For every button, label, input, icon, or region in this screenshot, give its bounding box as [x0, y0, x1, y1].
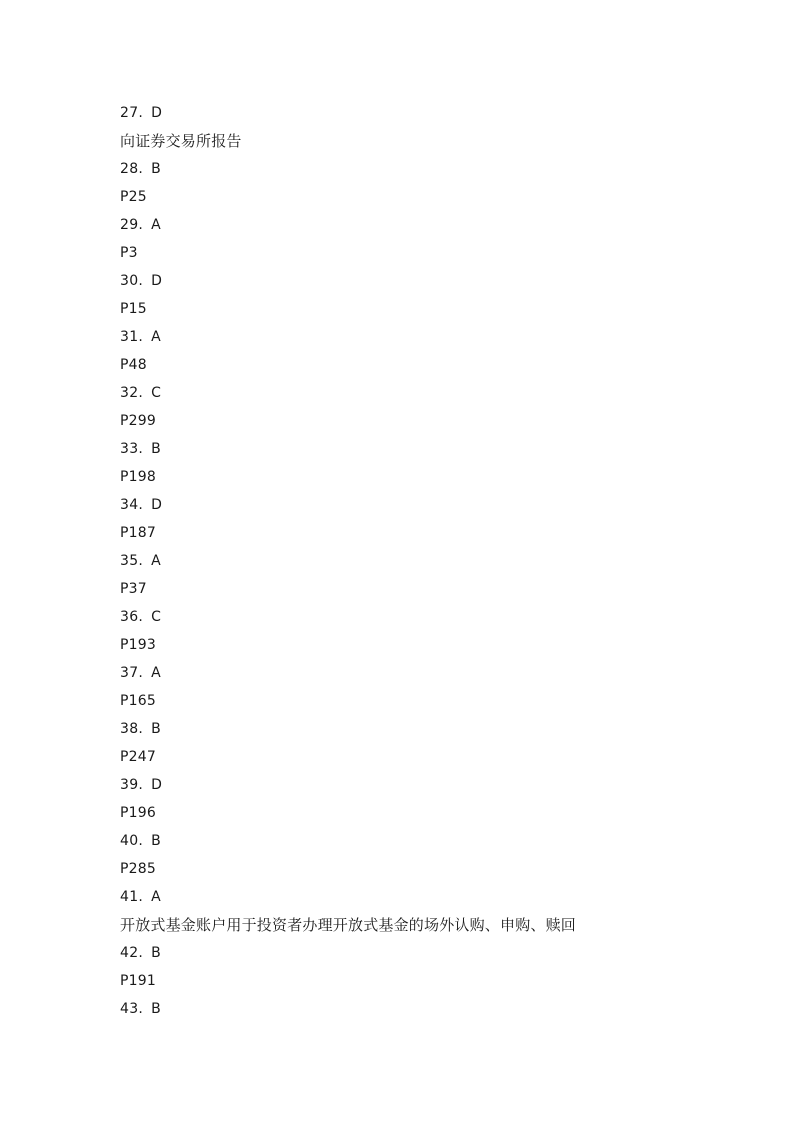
- question-number: 31.: [120, 329, 144, 345]
- answer-choice: A: [151, 665, 162, 681]
- answer-choice: A: [151, 889, 162, 905]
- answer-choice: A: [151, 217, 162, 233]
- answer-choice: C: [151, 385, 162, 401]
- answer-choice: A: [151, 329, 162, 345]
- answer-choice: D: [151, 497, 163, 513]
- answer-choice: B: [151, 441, 162, 457]
- page-reference: P247: [120, 749, 156, 765]
- answer-line: [120, 717, 680, 745]
- answer-line: [120, 829, 680, 857]
- answer-line: [120, 269, 680, 297]
- page-reference: P3: [120, 245, 138, 261]
- answer-line: [120, 773, 680, 801]
- page-reference: P25: [120, 189, 147, 205]
- answer-choice: B: [151, 945, 162, 961]
- answer-line: [120, 381, 680, 409]
- question-number: 37.: [120, 665, 144, 681]
- answer-line: [120, 213, 680, 241]
- answer-choice: B: [151, 721, 162, 737]
- page-reference: P285: [120, 861, 156, 877]
- answer-choice: D: [151, 777, 163, 793]
- question-number: 42.: [120, 945, 144, 961]
- page-reference: P15: [120, 301, 147, 317]
- question-number: 33.: [120, 441, 144, 457]
- answer-line: [120, 661, 680, 689]
- page-reference: P198: [120, 469, 156, 485]
- question-number: 29.: [120, 217, 144, 233]
- answer-line: [120, 997, 680, 1025]
- page-reference: P37: [120, 581, 147, 597]
- answer-line: [120, 493, 680, 521]
- question-number: 36.: [120, 609, 144, 625]
- answer-line: [120, 549, 680, 577]
- explanation-note: 向证券交易所报告: [120, 132, 242, 150]
- answer-line: [120, 325, 680, 353]
- question-number: 27.: [120, 105, 144, 121]
- answer-choice: B: [151, 1001, 162, 1017]
- page-reference: P196: [120, 805, 156, 821]
- question-number: 41.: [120, 889, 144, 905]
- question-number: 40.: [120, 833, 144, 849]
- question-number: 35.: [120, 553, 144, 569]
- answer-key-list: [120, 101, 680, 1025]
- answer-line: [120, 437, 680, 465]
- answer-choice: A: [151, 553, 162, 569]
- explanation-note: 开放式基金账户用于投资者办理开放式基金的场外认购、申购、赎回: [120, 916, 577, 934]
- question-number: 38.: [120, 721, 144, 737]
- page-reference: P48: [120, 357, 147, 373]
- question-number: 30.: [120, 273, 144, 289]
- answer-choice: C: [151, 609, 162, 625]
- answer-line: [120, 885, 680, 913]
- page-reference: P187: [120, 525, 156, 541]
- question-number: 34.: [120, 497, 144, 513]
- page-reference: P299: [120, 413, 156, 429]
- answer-line: [120, 157, 680, 185]
- page-reference: P193: [120, 637, 156, 653]
- question-number: 28.: [120, 161, 144, 177]
- page-reference: P165: [120, 693, 156, 709]
- answer-choice: B: [151, 833, 162, 849]
- answer-line: [120, 941, 680, 969]
- answer-line: [120, 605, 680, 633]
- question-number: 39.: [120, 777, 144, 793]
- answer-line: [120, 101, 680, 129]
- question-number: 43.: [120, 1001, 144, 1017]
- question-number: 32.: [120, 385, 144, 401]
- answer-choice: D: [151, 273, 163, 289]
- answer-choice: D: [151, 105, 163, 121]
- page-reference: P191: [120, 973, 156, 989]
- answer-choice: B: [151, 161, 162, 177]
